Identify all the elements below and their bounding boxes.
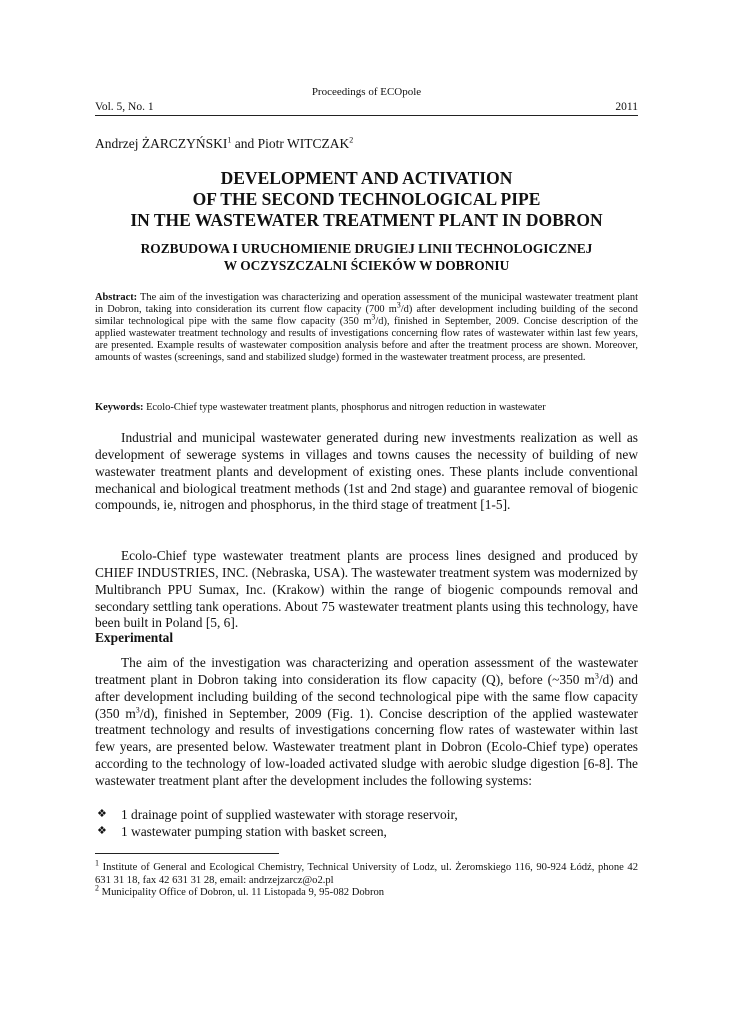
keywords-label: Keywords: bbox=[95, 402, 144, 413]
abstract-text: /d) after development including building of the second similar technological pipe with the same flow capacity (350 m bbox=[95, 304, 638, 328]
list-item bbox=[95, 823, 638, 840]
author-2: and Piotr WITCZAK bbox=[231, 136, 350, 151]
footnote-rule bbox=[95, 853, 279, 854]
paragraph-text: The aim of the investigation was characterizing and operation assessment of the wastewater treatment plant in Dobron taking into consideration its flow capacity (Q), before (~350 m bbox=[95, 655, 638, 687]
author-1: Andrzej ŻARCZYŃSKI bbox=[95, 136, 228, 151]
header-rule bbox=[95, 115, 638, 116]
footnote-2 bbox=[95, 883, 638, 900]
subtitle-line: W OCZYSZCZALNI ŚCIEKÓW W DOBRONIU bbox=[223, 258, 510, 273]
footnote-text: Municipality Office of Dobron, ul. 11 Listopada 9, 95-082 Dobron bbox=[99, 887, 385, 899]
intro-paragraph-2: Ecolo-Chief type wastewater treatment plants are process lines designed and produced by CHIEF INDUSTRIES, INC. (Nebraska, USA). The wastewater treatment system was modernized by Multibranch PPU Sumax, Inc. (Krakow) within the range of biogenic compounds removal and secondary settling tank operations. About 75 wastewater treatment plants using this technology, have been built in Poland [5, 6]. bbox=[95, 548, 638, 631]
footnotes bbox=[95, 858, 638, 900]
list-item-text: 1 wastewater pumping station with basket screen, bbox=[121, 824, 387, 839]
publication-year: 2011 bbox=[615, 101, 638, 113]
list-item-text: 1 drainage point of supplied wastewater with storage reservoir, bbox=[121, 807, 458, 822]
superscript: 3 bbox=[371, 312, 376, 322]
volume-number: Vol. 5, No. 1 bbox=[95, 101, 154, 113]
superscript: 3 bbox=[594, 671, 599, 681]
footnote-1 bbox=[95, 858, 638, 887]
abstract-text: The aim of the investigation was characterizing and operation assessment of the municipal wastewater treatment plant in Dobron, taking into consideration its current flow capacity (700 m bbox=[95, 292, 638, 316]
abstract bbox=[95, 292, 638, 365]
author-2-affiliation-mark: 2 bbox=[349, 135, 354, 145]
author-1-affiliation-mark: 1 bbox=[227, 135, 232, 145]
keywords-text: Ecolo-Chief type wastewater treatment plants, phosphorus and nitrogen reduction in wastewater bbox=[143, 402, 546, 413]
diamond-bullet-icon: ❖ bbox=[97, 825, 107, 837]
title-line: DEVELOPMENT AND ACTIVATION bbox=[220, 168, 513, 188]
subtitle-line: ROZBUDOWA I URUCHOMIENIE DRUGIEJ LINII TECHNOLOGICZNEJ bbox=[140, 241, 593, 256]
experimental-paragraph bbox=[95, 655, 638, 790]
paper-title bbox=[95, 168, 638, 231]
footnote-number: 2 bbox=[95, 883, 99, 893]
diamond-bullet-icon: ❖ bbox=[97, 808, 107, 820]
footnote-number: 1 bbox=[95, 858, 99, 868]
paragraph-text: /d), finished in September, 2009 (Fig. 1). Concise description of the applied wastewater treatment technology and results of investigations concerning flow rates of wastewater within last few years, are presented below. Wastewater treatment plant in Dobron (Ecolo-Chief type) operates according to the technology of low-loaded activated sludge with aerobic sludge digestion [6-8]. The wastewater treatment plant after the development includes the following systems: bbox=[95, 705, 638, 788]
author-line bbox=[95, 136, 353, 152]
system-list bbox=[95, 806, 638, 840]
journal-name: Proceedings of ECOpole bbox=[311, 86, 422, 98]
abstract-text: /d), finished in September, 2009. Concise description of the applied wastewater treatment technology and results of investigations concerning flow rates of wastewater within last few years, are presented. Example results of wastewater composition analysis before and after the treatment process are shown. Moreover, amounts of wastes (screenings, sand and stabilized sludge) formed in the wastewater treatment process, are presented. bbox=[95, 316, 639, 364]
keywords bbox=[95, 402, 638, 413]
list-item bbox=[95, 806, 638, 823]
abstract-label: Abstract: bbox=[95, 292, 138, 303]
section-heading-experimental: Experimental bbox=[95, 630, 174, 645]
paper-subtitle-polish bbox=[95, 240, 638, 274]
superscript: 3 bbox=[396, 300, 401, 310]
intro-paragraph-1: Industrial and municipal wastewater generated during new investments realization as well as development of sewerage systems in villages and towns causes the necessity of building of new wastewater treatment plants and development of existing ones. These plants include conventional mechanical and biological treatment methods (1st and 2nd stage) and guarantee removal of biogenic compounds, ie, nitrogen and phosphorus, in the third stage of treatment [1-5]. bbox=[95, 430, 638, 513]
superscript: 3 bbox=[135, 705, 140, 715]
footnote-text: Institute of General and Ecological Chemistry, Technical University of Lodz, ul. Żeromskiego 116, 90-924 Łódź, phone 42 631 31 18, fax 42 631 31 28, email: andrzejzarcz@o2.pl bbox=[95, 862, 638, 886]
title-line: IN THE WASTEWATER TREATMENT PLANT IN DOBRON bbox=[130, 210, 603, 230]
title-line: OF THE SECOND TECHNOLOGICAL PIPE bbox=[192, 189, 541, 209]
paragraph-text: /d) and after development including building of the second technological pipe with the same flow capacity (350 m bbox=[95, 671, 639, 721]
